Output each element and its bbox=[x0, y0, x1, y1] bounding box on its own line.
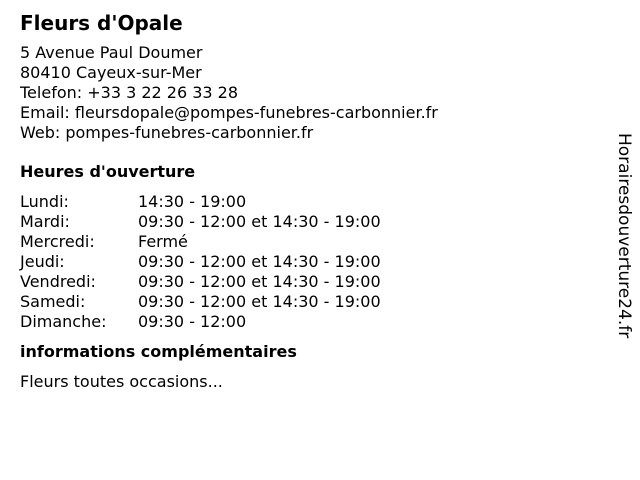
hours-row-saturday bbox=[20, 292, 580, 312]
day-hours: 14:30 - 19:00 bbox=[138, 192, 247, 211]
site-watermark: Horairesdouverture24.fr bbox=[614, 133, 634, 339]
info-text: Fleurs toutes occasions... bbox=[20, 372, 223, 391]
business-name: Fleurs d'Opale bbox=[20, 11, 183, 35]
hours-row-friday bbox=[20, 272, 580, 292]
day-hours: 09:30 - 12:00 et 14:30 - 19:00 bbox=[138, 212, 381, 231]
hours-table bbox=[20, 192, 580, 332]
day-hours: 09:30 - 12:00 et 14:30 - 19:00 bbox=[138, 272, 381, 291]
day-label: Mardi: bbox=[20, 212, 70, 231]
day-label: Dimanche: bbox=[20, 312, 107, 331]
address-city: 80410 Cayeux-sur-Mer bbox=[20, 63, 202, 82]
contact-block bbox=[20, 43, 580, 143]
hours-row-thursday bbox=[20, 252, 580, 272]
day-label: Lundi: bbox=[20, 192, 69, 211]
hours-row-sunday bbox=[20, 312, 580, 332]
day-label: Samedi: bbox=[20, 292, 86, 311]
day-hours: Fermé bbox=[138, 232, 188, 251]
address-street: 5 Avenue Paul Doumer bbox=[20, 43, 203, 62]
day-label: Vendredi: bbox=[20, 272, 96, 291]
hours-heading: Heures d'ouverture bbox=[20, 162, 196, 181]
day-label: Mercredi: bbox=[20, 232, 95, 251]
website: Web: pompes-funebres-carbonnier.fr bbox=[20, 123, 314, 142]
phone-number: Telefon: +33 3 22 26 33 28 bbox=[20, 83, 239, 102]
info-heading: informations complémentaires bbox=[20, 342, 297, 361]
hours-row-tuesday bbox=[20, 212, 580, 232]
business-card bbox=[20, 10, 580, 392]
day-hours: 09:30 - 12:00 et 14:30 - 19:00 bbox=[138, 292, 381, 311]
hours-row-wednesday bbox=[20, 232, 580, 252]
day-hours: 09:30 - 12:00 bbox=[138, 312, 247, 331]
day-hours: 09:30 - 12:00 et 14:30 - 19:00 bbox=[138, 252, 381, 271]
day-label: Jeudi: bbox=[20, 252, 65, 271]
hours-row-monday bbox=[20, 192, 580, 212]
email-address: Email: fleursdopale@pompes-funebres-carbonnier.fr bbox=[20, 103, 438, 122]
